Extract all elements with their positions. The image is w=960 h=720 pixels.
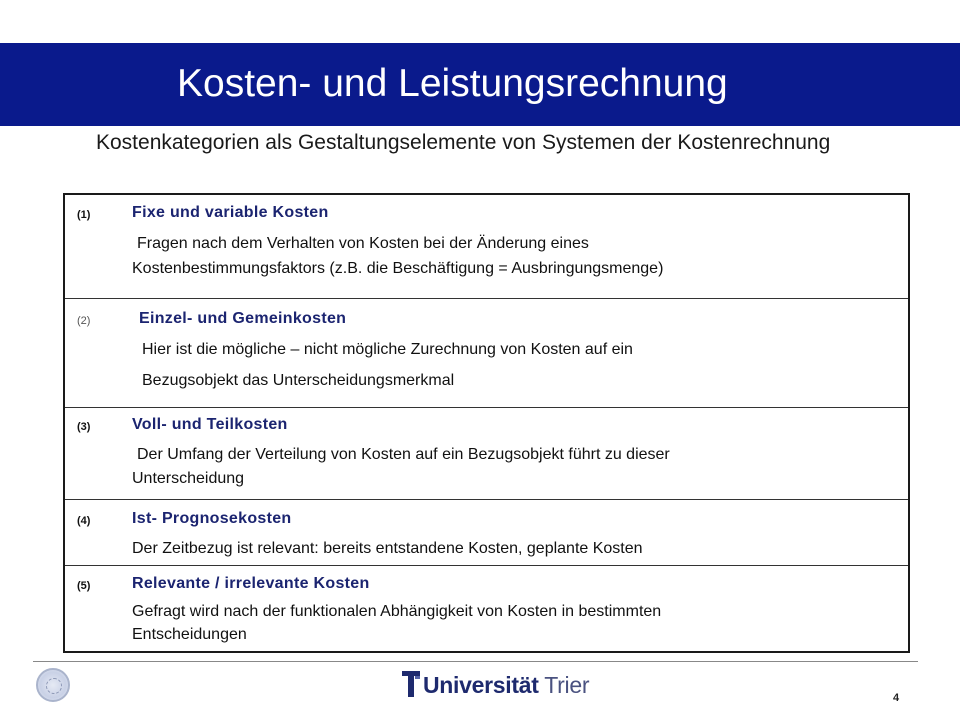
section-heading: Voll- und Teilkosten bbox=[132, 416, 288, 433]
section-text-line-1: Der Umfang der Verteilung von Kosten auf ein Bezugsobjekt führt zu dieser bbox=[137, 446, 670, 463]
slide-subtitle: Kostenkategorien als Gestaltungselemente von Systemen der Kostenrechnung bbox=[96, 131, 831, 154]
logo-word-1: Universität bbox=[423, 672, 539, 698]
section-text-line-2: Unterscheidung bbox=[132, 470, 245, 487]
section-number: (4) bbox=[77, 515, 91, 527]
category-section-1 bbox=[65, 195, 908, 299]
section-heading: Einzel- und Gemeinkosten bbox=[139, 310, 347, 327]
university-logo-icon bbox=[402, 671, 420, 697]
university-logo-text bbox=[423, 671, 589, 699]
page-number: 4 bbox=[893, 692, 900, 704]
section-text-line-1: Fragen nach dem Verhalten von Kosten bei der Änderung eines bbox=[137, 235, 589, 252]
section-heading: Relevante / irrelevante Kosten bbox=[132, 575, 370, 592]
section-number: (5) bbox=[77, 580, 91, 592]
section-text-line-2: Entscheidungen bbox=[132, 626, 247, 643]
categories-box bbox=[63, 193, 910, 653]
section-number: (1) bbox=[77, 209, 91, 221]
university-seal-icon bbox=[36, 668, 70, 702]
section-heading: Ist- Prognosekosten bbox=[132, 510, 292, 527]
section-heading: Fixe und variable Kosten bbox=[132, 204, 329, 221]
logo-word-2: Trier bbox=[544, 672, 590, 698]
slide-title: Kosten- und Leistungsrechnung bbox=[177, 62, 728, 105]
title-banner bbox=[0, 43, 960, 126]
section-text-line-2: Bezugsobjekt das Unterscheidungsmerkmal bbox=[142, 372, 455, 389]
section-text-line-1: Der Zeitbezug ist relevant: bereits entstandene Kosten, geplante Kosten bbox=[132, 540, 643, 557]
category-section-5 bbox=[65, 565, 908, 653]
category-section-2 bbox=[65, 298, 908, 408]
section-number: (3) bbox=[77, 421, 91, 433]
section-text-line-2: Kostenbestimmungsfaktors (z.B. die Beschäftigung = Ausbringungsmenge) bbox=[132, 260, 664, 277]
footer-divider bbox=[33, 661, 918, 662]
category-section-4 bbox=[65, 499, 908, 566]
section-number: (2) bbox=[77, 315, 91, 327]
section-text-line-1: Gefragt wird nach der funktionalen Abhängigkeit von Kosten in bestimmten bbox=[132, 603, 662, 620]
category-section-3 bbox=[65, 407, 908, 500]
section-text-line-1: Hier ist die mögliche – nicht mögliche Zurechnung von Kosten auf ein bbox=[142, 341, 633, 358]
